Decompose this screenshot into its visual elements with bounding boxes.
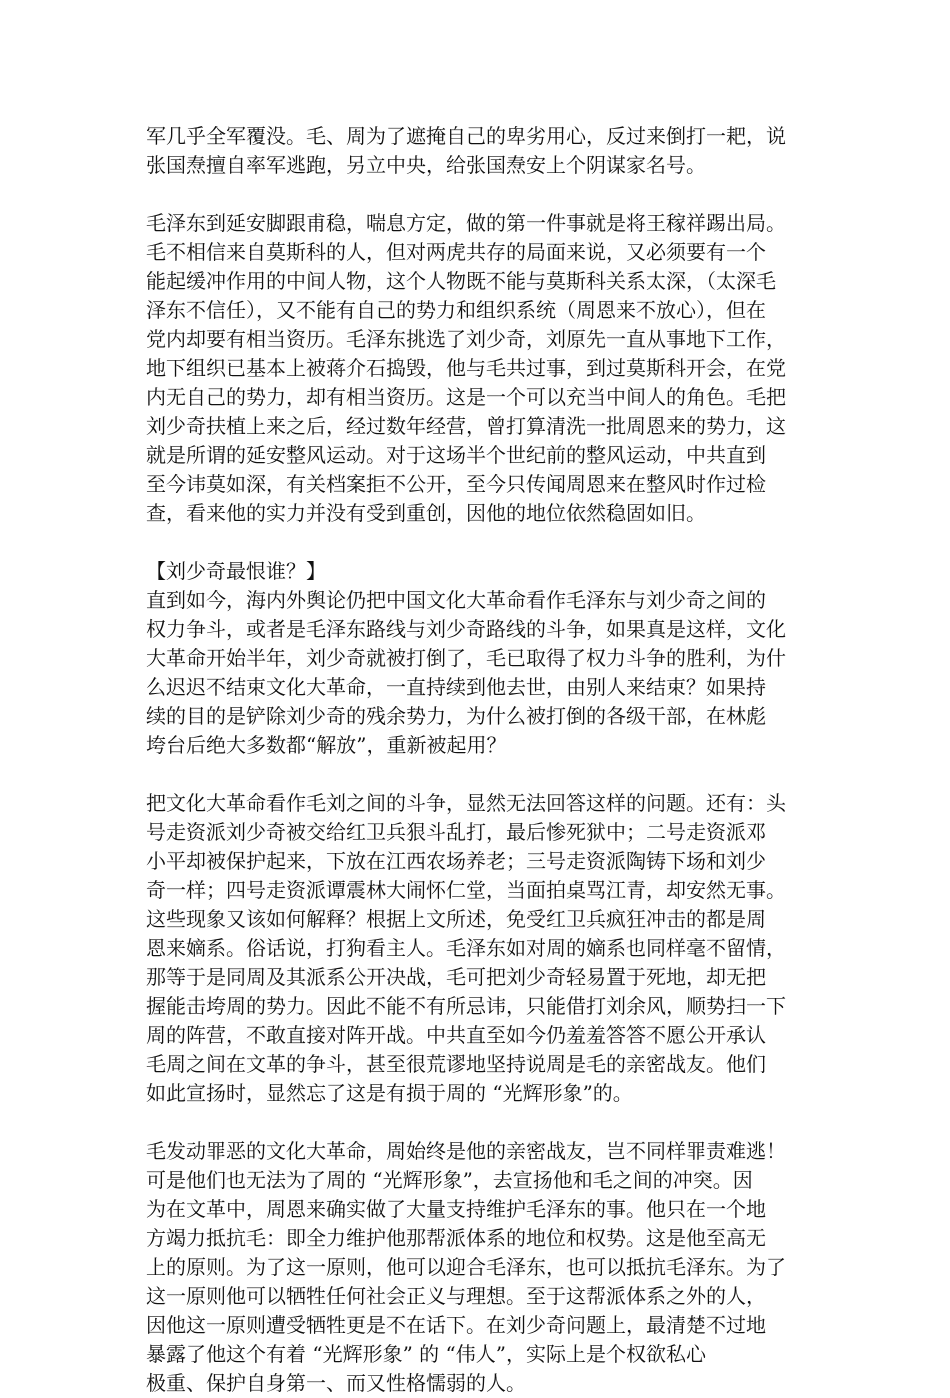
paragraph [146, 209, 810, 528]
paragraph [146, 122, 810, 180]
text-line: 极重、保护自身第一、而又性格懦弱的人。 [146, 1371, 526, 1395]
paragraph [146, 1137, 810, 1398]
text-line: 毛泽东到延安脚跟甫稳，喘息方定，做的第一件事就是将王稼祥踢出局。 [146, 211, 786, 235]
text-line: 毛周之间在文革的争斗，甚至很荒谬地坚持说周是毛的亲密战友。他们 [146, 1052, 766, 1076]
text-line: 泽东不信任），又不能有自己的势力和组织系统（周恩来不放心），但在 [146, 298, 766, 322]
text-line: 为在文革中，周恩来确实做了大量支持维护毛泽东的事。他只在一个地 [146, 1197, 766, 1221]
paragraph-gap [146, 528, 810, 557]
text-line: 小平却被保护起来，下放在江西农场养老；三号走资派陶铸下场和刘少 [146, 849, 766, 873]
text-line: 刘少奇扶植上来之后，经过数年经营，曾打算清洗一批周恩来的势力，这 [146, 414, 786, 438]
text-line: 这些现象又该如何解释？根据上文所述，免受红卫兵疯狂冲击的都是周 [146, 907, 766, 931]
section-heading: 【刘少奇最恨谁？】 [146, 559, 326, 583]
text-line: 周的阵营，不敢直接对阵开战。中共直至如今仍羞羞答答不愿公开承认 [146, 1023, 766, 1047]
text-line: 暴露了他这个有着 “光辉形象” 的 “伟人”，实际上是个权欲私心 [146, 1342, 706, 1366]
text-line: 上的原则。为了这一原则，他可以迎合毛泽东，也可以抵抗毛泽东。为了 [146, 1255, 786, 1279]
text-line: 毛发动罪恶的文化大革命，周始终是他的亲密战友，岂不同样罪责难逃！ [146, 1139, 786, 1163]
text-line: 可是他们也无法为了周的 “光辉形象”，去宣扬他和毛之间的冲突。因 [146, 1168, 753, 1192]
text-line: 垮台后绝大多数都“解放”，重新被起用？ [146, 733, 507, 757]
text-line: 就是所谓的延安整风运动。对于这场半个世纪前的整风运动，中共直到 [146, 443, 766, 467]
document-page [146, 122, 810, 1398]
text-line: 查，看来他的实力并没有受到重创，因他的地位依然稳固如旧。 [146, 501, 706, 525]
text-line: 张国焘擅自率军逃跑，另立中央，给张国焘安上个阴谋家名号。 [146, 153, 706, 177]
text-line: 握能击垮周的势力。因此不能不有所忌讳，只能借打刘余风，顺势扫一下 [146, 994, 786, 1018]
text-line: 因他这一原则遭受牺牲更是不在话下。在刘少奇问题上，最清楚不过地 [146, 1313, 766, 1337]
text-line: 权力争斗，或者是毛泽东路线与刘少奇路线的斗争，如果真是这样，文化 [146, 617, 786, 641]
text-line: 毛不相信来自莫斯科的人，但对两虎共存的局面来说，又必须要有一个 [146, 240, 766, 264]
section-paragraph [146, 557, 810, 760]
text-line: 奇一样；四号走资派谭震林大闹怀仁堂，当面拍桌骂江青，却安然无事。 [146, 878, 786, 902]
text-line: 内无自己的势力，却有相当资历。这是一个可以充当中间人的角色。毛把 [146, 385, 786, 409]
text-line: 方竭力抵抗毛：即全力维护他那帮派体系的地位和权势。这是他至高无 [146, 1226, 766, 1250]
paragraph-gap [146, 1108, 810, 1137]
text-line: 如此宣扬时，显然忘了这是有损于周的 “光辉形象”的。 [146, 1081, 633, 1105]
text-line: 大革命开始半年，刘少奇就被打倒了，毛已取得了权力斗争的胜利，为什 [146, 646, 786, 670]
text-line: 把文化大革命看作毛刘之间的斗争，显然无法回答这样的问题。还有：头 [146, 791, 786, 815]
text-line: 党内却要有相当资历。毛泽东挑选了刘少奇，刘原先一直从事地下工作， [146, 327, 786, 351]
text-line: 直到如今，海内外舆论仍把中国文化大革命看作毛泽东与刘少奇之间的 [146, 588, 766, 612]
text-line: 能起缓冲作用的中间人物，这个人物既不能与莫斯科关系太深，（太深毛 [146, 269, 776, 293]
text-line: 么迟迟不结束文化大革命，一直持续到他去世，由别人来结束？如果持 [146, 675, 766, 699]
text-line: 恩来嫡系。俗话说，打狗看主人。毛泽东如对周的嫡系也同样毫不留情， [146, 936, 786, 960]
text-line: 这一原则他可以牺牲任何社会正义与理想。至于这帮派体系之外的人， [146, 1284, 766, 1308]
text-line: 号走资派刘少奇被交给红卫兵狠斗乱打，最后惨死狱中；二号走资派邓 [146, 820, 766, 844]
text-line: 那等于是同周及其派系公开决战，毛可把刘少奇轻易置于死地，却无把 [146, 965, 766, 989]
paragraph-gap [146, 180, 810, 209]
text-line: 至今讳莫如深，有关档案拒不公开，至今只传闻周恩来在整风时作过检 [146, 472, 766, 496]
text-line: 军几乎全军覆没。毛、周为了遮掩自己的卑劣用心，反过来倒打一耙，说 [146, 124, 786, 148]
paragraph [146, 789, 810, 1108]
paragraph-gap [146, 760, 810, 789]
text-line: 地下组织已基本上被蒋介石捣毁，他与毛共过事，到过莫斯科开会，在党 [146, 356, 786, 380]
text-line: 续的目的是铲除刘少奇的残余势力，为什么被打倒的各级干部，在林彪 [146, 704, 766, 728]
